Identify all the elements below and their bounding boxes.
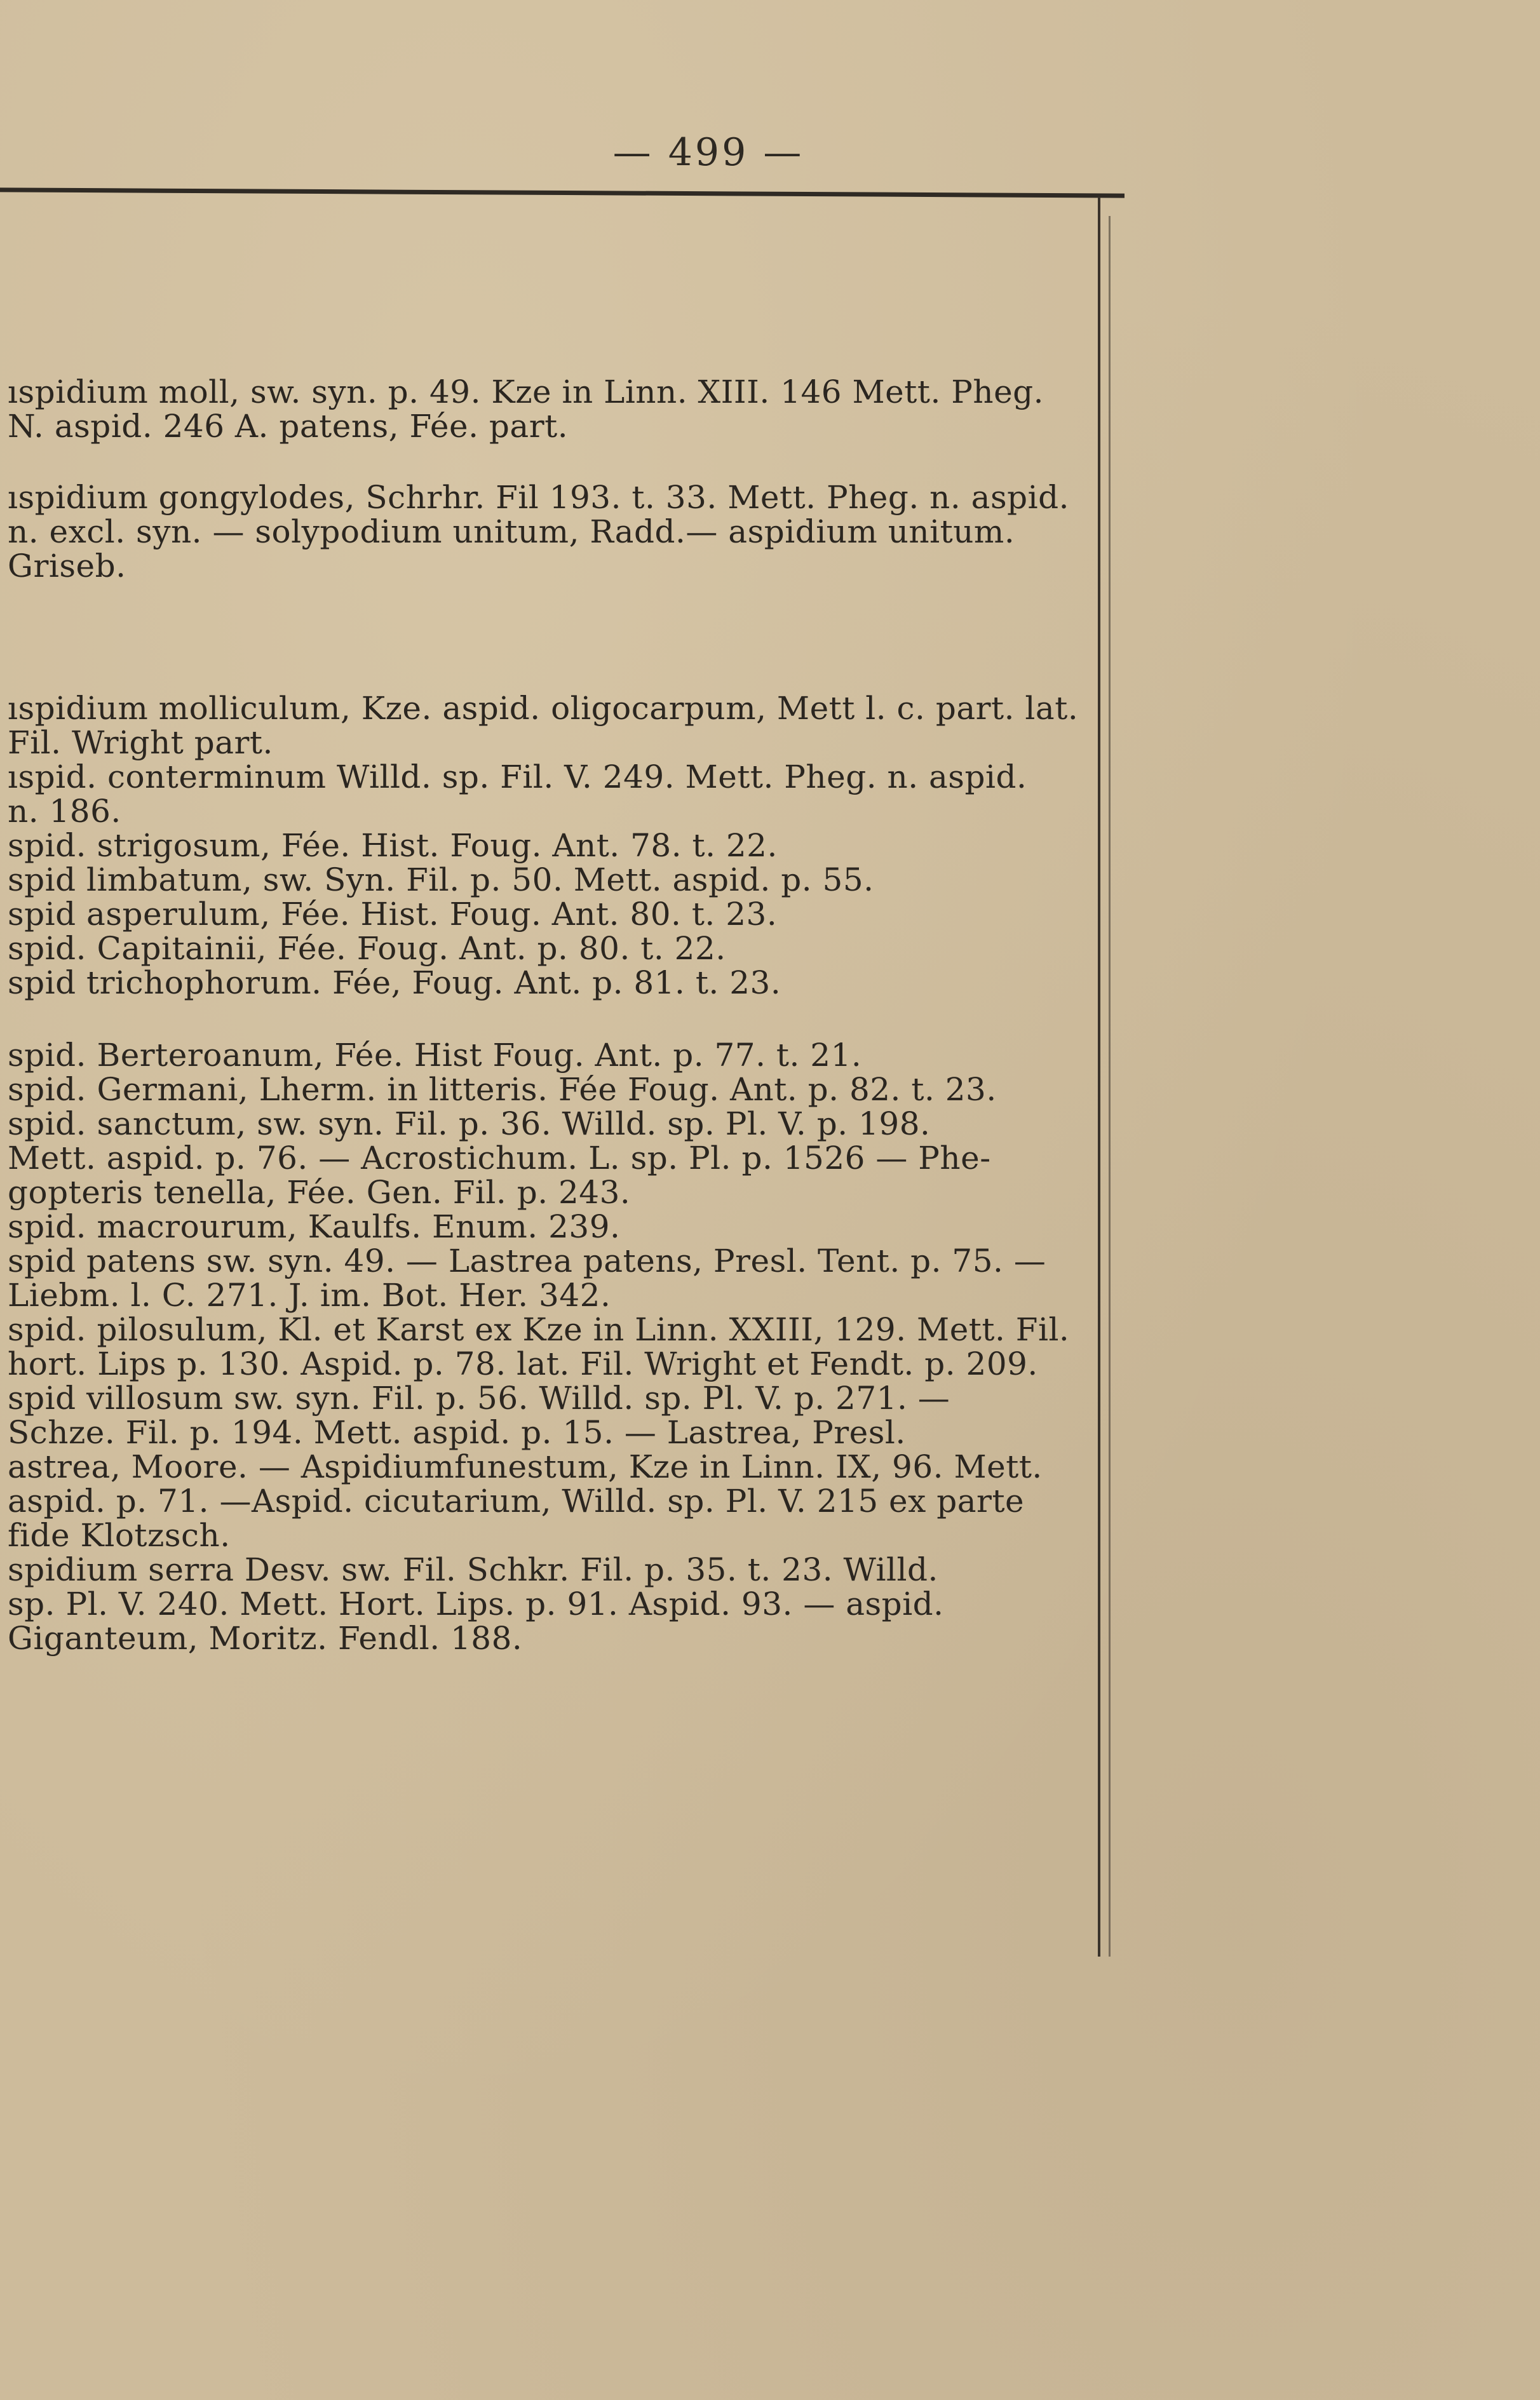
page-number: — 499 — bbox=[612, 130, 804, 175]
text-line: spid asperulum, Fée. Hist. Foug. Ant. 80. t. 23. bbox=[8, 896, 778, 933]
text-line: sp. Pl. V. 240. Mett. Hort. Lips. p. 91. Aspid. 93. — aspid. bbox=[8, 1586, 944, 1622]
text-line: Schze. Fil. p. 194. Mett. aspid. p. 15. — Lastrea, Presl. bbox=[8, 1414, 906, 1451]
text-line: spidium serra Desv. sw. Fil. Schkr. Fil. p. 35. t. 23. Willd. bbox=[8, 1551, 938, 1588]
header-rule bbox=[0, 187, 1125, 198]
text-line: fide Klotzsch. bbox=[8, 1517, 231, 1554]
text-line: spid trichophorum. Fée, Foug. Ant. p. 81. t. 23. bbox=[8, 964, 781, 1001]
text-line: Griseb. bbox=[8, 548, 126, 584]
entry-aspidium-berteroanum-group bbox=[8, 1038, 1088, 1655]
text-line: spid villosum sw. syn. Fil. p. 56. Willd. sp. Pl. V. p. 271. — bbox=[8, 1380, 950, 1417]
text-line: Fil. Wright part. bbox=[8, 724, 273, 761]
text-line: ıspidium gongylodes, Schrhr. Fil 193. t. 33. Mett. Pheg. n. aspid. bbox=[8, 479, 1070, 516]
text-line: aspid. p. 71. —Aspid. cicutarium, Willd. sp. Pl. V. 215 ex parte bbox=[8, 1483, 1025, 1520]
text-line: hort. Lips p. 130. Aspid. p. 78. lat. Fil. Wright et Fendt. p. 209. bbox=[8, 1345, 1038, 1382]
text-line: spid. pilosulum, Kl. et Karst ex Kze in Linn. XXIII, 129. Mett. Fil. bbox=[8, 1311, 1070, 1348]
text-line: spid. Berteroanum, Fée. Hist Foug. Ant. p. 77. t. 21. bbox=[8, 1037, 862, 1074]
text-line: gopteris tenella, Fée. Gen. Fil. p. 243. bbox=[8, 1174, 631, 1211]
text-line: ıspidium molliculum, Kze. aspid. oligocarpum, Mett l. c. part. lat. bbox=[8, 690, 1079, 727]
text-line: spid. sanctum, sw. syn. Fil. p. 36. Willd. sp. Pl. V. p. 198. bbox=[8, 1105, 931, 1142]
text-line: spid. strigosum, Fée. Hist. Foug. Ant. 78. t. 22. bbox=[8, 827, 778, 864]
text-line: N. aspid. 246 A. patens, Fée. part. bbox=[8, 408, 569, 445]
text-line: Mett. aspid. p. 76. — Acrostichum. L. sp. Pl. p. 1526 — Phe- bbox=[8, 1140, 991, 1176]
text-line: astrea, Moore. — Aspidiumfunestum, Kze in Linn. IX, 96. Mett. bbox=[8, 1448, 1043, 1485]
text-line: Liebm. l. C. 271. J. im. Bot. Her. 342. bbox=[8, 1277, 611, 1314]
entry-aspidium-gongylodes bbox=[8, 480, 1088, 583]
text-line: spid. Germani, Lherm. in litteris. Fée Foug. Ant. p. 82. t. 23. bbox=[8, 1071, 997, 1108]
text-line: spid limbatum, sw. Syn. Fil. p. 50. Mett. aspid. p. 55. bbox=[8, 861, 874, 898]
text-block bbox=[8, 375, 1088, 1655]
text-line: spid. Capitainii, Fée. Foug. Ant. p. 80. t. 22. bbox=[8, 930, 726, 967]
text-line: n. 186. bbox=[8, 793, 121, 830]
text-line: ıspidium moll, sw. syn. p. 49. Kze in Linn. XIII. 146 Mett. Pheg. bbox=[8, 374, 1044, 410]
entry-aspidium-moll bbox=[8, 375, 1088, 443]
right-margin-rule-inner bbox=[1109, 216, 1111, 1957]
entry-aspidium-molliculum-group bbox=[8, 691, 1088, 1000]
right-margin-rule bbox=[1098, 197, 1100, 1957]
text-line: spid. macrourum, Kaulfs. Enum. 239. bbox=[8, 1208, 621, 1245]
text-line: Giganteum, Moritz. Fendl. 188. bbox=[8, 1620, 523, 1657]
text-line: n. excl. syn. — solypodium unitum, Radd.— aspidium unitum. bbox=[8, 513, 1015, 550]
text-line: spid patens sw. syn. 49. — Lastrea patens, Presl. Tent. p. 75. — bbox=[8, 1243, 1046, 1279]
text-line: ıspid. conterminum Willd. sp. Fil. V. 249. Mett. Pheg. n. aspid. bbox=[8, 758, 1027, 795]
